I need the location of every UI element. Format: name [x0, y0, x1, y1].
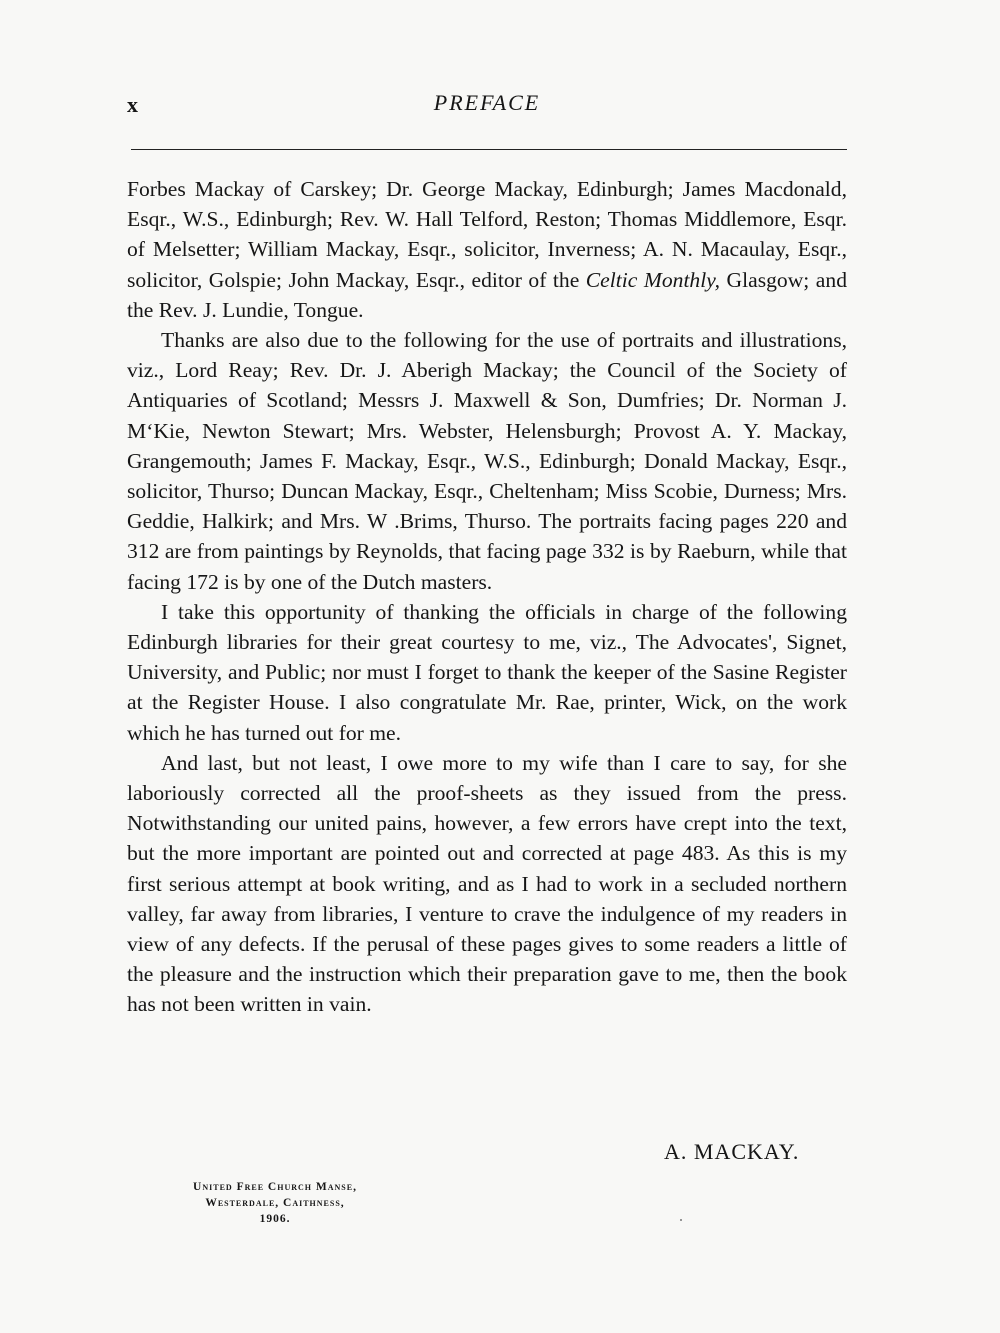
paragraph-1-text-b: Glasgow; and the Rev. J. Lundie, Tongue. [127, 267, 847, 322]
paragraph-4 [127, 748, 847, 1020]
header-rule [131, 149, 847, 150]
preface-body [127, 174, 847, 1020]
author-signature: A. MACKAY. [664, 1139, 800, 1164]
page-number: x [127, 92, 139, 117]
address-line-1: United Free Church Manse, [193, 1181, 357, 1193]
paragraph-3-text: I take this opportunity of thanking the officials in charge of the following Edinburgh libraries for their great courtesy to me, viz., The Advocates', Signet, University, and Public; nor must I forget to thank the keeper of the Sasine Register at the Register House. I also congratulate Mr. Rae, printer, Wick, on the work which he has turned out for me. [127, 599, 847, 745]
page-header [127, 86, 847, 126]
paragraph-1-italic-title: Celtic Monthly, [585, 267, 721, 292]
address-line-2: Westerdale, Caithness, [205, 1197, 345, 1209]
paragraph-2 [127, 325, 847, 597]
paragraph-1 [127, 174, 847, 325]
author-address [140, 1179, 410, 1227]
address-year: 1906. [259, 1213, 291, 1225]
paragraph-2-text: Thanks are also due to the following for the use of portraits and illustrations, viz., Lord Reay; Rev. Dr. J. Aberigh Mackay; the Council of the Society of Antiquaries of Scotland; Messrs J. Maxwell & Son, Dumfries; Dr. Norman J. M‘Kie, Newton Stewart; Mrs. Webster, Helensburgh; Provost A. Y. Mackay, Grangemouth; James F. Mackay, Esqr., W.S., Edinburgh; Donald Mackay, Esqr., solicitor, Thurso; Duncan Mackay, Esqr., Cheltenham; Miss Scobie, Durness; Mrs. Geddie, Halkirk; and Mrs. W .Brims, Thurso. The portraits facing pages 220 and 312 are from paintings by Reynolds, that facing page 332 is by Raeburn, while that facing 172 is by one of the Dutch masters. [127, 328, 847, 594]
paragraph-4-text: And last, but not least, I owe more to my wife than I care to say, for she laboriously corrected all the proof-sheets as they issued from the press. Notwithstanding our united pains, however, a few errors have crept into the text, but the more important are pointed out and corrected at page 483. As this is my first serious attempt at book writing, and as I had to work in a secluded northern valley, far away from libraries, I venture to crave the indulgence of my readers in view of any defects. If the perusal of these pages gives to some readers a little of the pleasure and the instruction which their preparation gave to me, then the book has not been written in vain. [127, 750, 847, 1017]
paragraph-3 [127, 597, 847, 748]
paragraph-1-text-a: Forbes Mackay of Carskey; Dr. George Mackay, Edinburgh; James Macdonald, Esqr., W.S., Edinburgh; Rev. W. Hall Telford, Reston; Thomas Middlemore, Esqr. of Melsetter; William Mackay, Esqr., solicitor, Inverness; A. N. Macaulay, Esqr., solicitor, Golspie; John Mackay, Esqr., editor of the [127, 177, 847, 292]
print-speck [680, 1219, 682, 1221]
running-title: PREFACE [433, 90, 541, 115]
